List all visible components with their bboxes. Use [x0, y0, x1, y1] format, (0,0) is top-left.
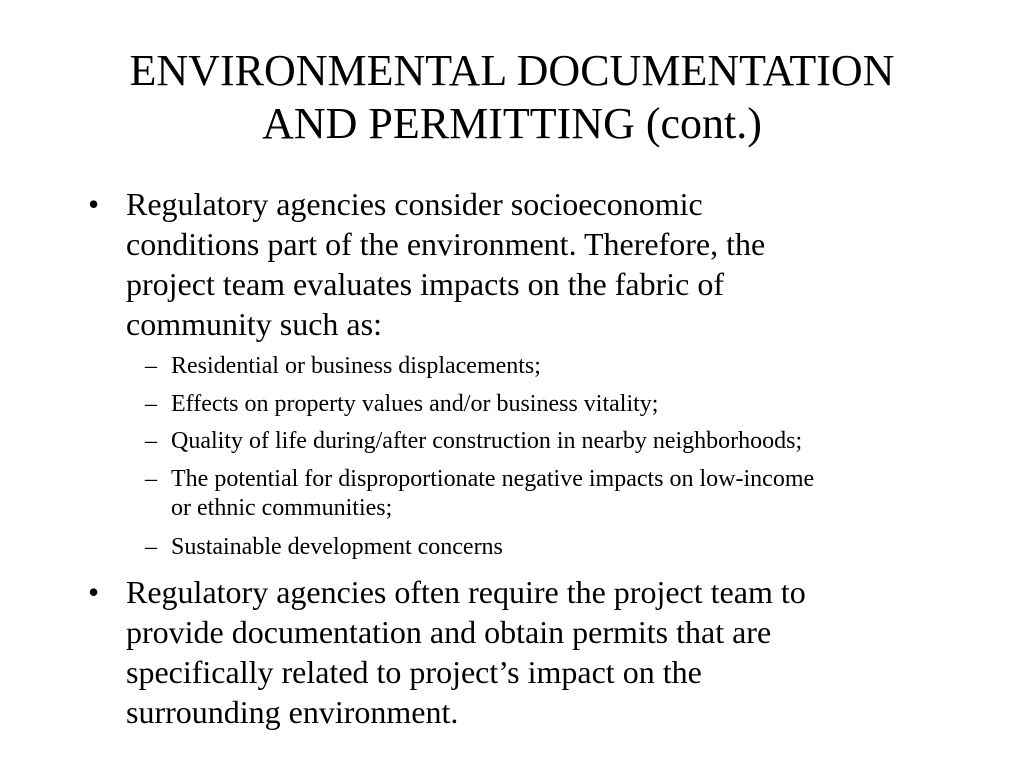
sub-line: Residential or business displacements; [171, 353, 541, 379]
sub-text [171, 352, 945, 381]
bullet-text [126, 572, 938, 732]
sub-line: Effects on property values and/or business vitality; [171, 391, 659, 417]
sub-line: or ethnic communities; [171, 495, 393, 521]
sub-marker: – [145, 428, 157, 454]
slide-title [60, 44, 964, 150]
sub-text [171, 390, 945, 419]
sub-item [145, 352, 945, 381]
bullet-line: community such as: [126, 306, 382, 342]
sub-text [171, 533, 945, 562]
bullet-marker: • [88, 186, 100, 222]
sub-line: Quality of life during/after construction in nearby neighborhoods; [171, 428, 803, 454]
bullet-line: provide documentation and obtain permits that are [126, 614, 772, 650]
bullet-marker: • [88, 574, 100, 610]
bullet-item [88, 572, 938, 732]
bullet-item [88, 184, 938, 344]
bullet-text [126, 184, 938, 344]
sub-marker: – [145, 534, 157, 560]
sub-marker: – [145, 353, 157, 379]
sub-text [171, 465, 945, 523]
sub-line: The potential for disproportionate negative impacts on low-income [171, 466, 815, 492]
bullet-line: Regulatory agencies consider socioeconomic [126, 186, 703, 222]
sub-marker: – [145, 391, 157, 417]
bullet-line: specifically related to project’s impact on the [126, 654, 702, 690]
sub-marker: – [145, 466, 157, 492]
title-line: ENVIRONMENTAL DOCUMENTATION [129, 46, 895, 95]
bullet-line: conditions part of the environment. Therefore, the [126, 226, 766, 262]
bullet-line: project team evaluates impacts on the fabric of [126, 266, 724, 302]
title-line: AND PERMITTING (cont.) [262, 99, 762, 148]
sub-item [145, 533, 945, 562]
bullet-line: surrounding environment. [126, 694, 459, 730]
bullet-line: Regulatory agencies often require the project team to [126, 574, 806, 610]
sub-item [145, 427, 945, 456]
sub-text [171, 427, 945, 456]
sub-item [145, 390, 945, 419]
sub-line: Sustainable development concerns [171, 534, 503, 560]
sub-item [145, 465, 945, 523]
